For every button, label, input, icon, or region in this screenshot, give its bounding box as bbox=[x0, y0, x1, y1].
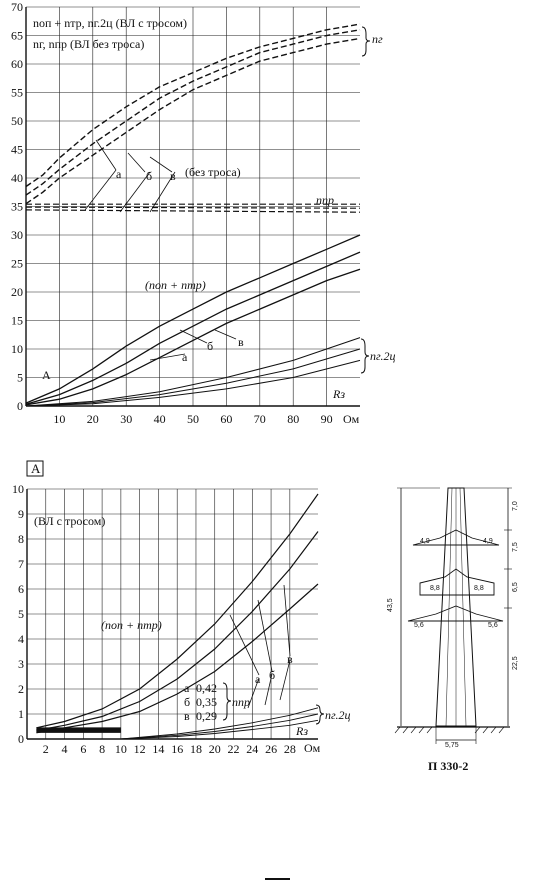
x-tick-label: 10 bbox=[114, 742, 127, 756]
x-tick-label: 20 bbox=[86, 412, 99, 426]
tower-caption: П 330-2 bbox=[428, 759, 469, 773]
chart2-label-npr: nпр bbox=[232, 695, 250, 709]
y-tick-label: 5 bbox=[18, 607, 24, 621]
y-tick-label: 20 bbox=[11, 285, 23, 299]
x-tick-label: 40 bbox=[153, 412, 166, 426]
chart1-label-ng: nг bbox=[372, 32, 383, 46]
chart2-legend-line: (ВЛ с тросом) bbox=[34, 514, 106, 528]
tower-crossarm-3 bbox=[408, 606, 503, 621]
y-tick-label: 1 bbox=[18, 707, 24, 721]
x-tick-label: 30 bbox=[120, 412, 133, 426]
x-tick-label: 18 bbox=[189, 742, 202, 756]
x-tick-label: 50 bbox=[187, 412, 199, 426]
y-tick-label: 15 bbox=[11, 313, 23, 328]
chart2-label-ng2c: nг.2ц bbox=[325, 708, 351, 722]
series-line-n_pr-4 bbox=[26, 207, 360, 208]
leader-line bbox=[150, 157, 172, 172]
x-tick-label: 70 bbox=[253, 412, 266, 426]
chart1-zoom-marker: A bbox=[42, 368, 51, 382]
chart1-axis-symbol: Rз bbox=[333, 387, 346, 401]
chart2-axis-symbol: Rз bbox=[296, 724, 309, 738]
y-tick-label: 5 bbox=[17, 370, 23, 385]
leader-line bbox=[230, 615, 259, 675]
tower-dim-mid1: 7,5 bbox=[512, 542, 519, 552]
x-tick-label: 28 bbox=[283, 742, 296, 756]
chart1-legend-line-1: nоп + nтр, nг.2ц (ВЛ с тросом) bbox=[33, 16, 187, 30]
x-tick-label: 80 bbox=[287, 412, 300, 426]
chart2-npr-value-v: 0,29 bbox=[196, 709, 217, 723]
x-tick-label: 60 bbox=[220, 412, 233, 426]
chart1-x-unit: Ом bbox=[343, 412, 360, 426]
series-line-n_g2c-6 bbox=[121, 708, 318, 739]
x-tick-label: 4 bbox=[61, 742, 68, 756]
ng2c-brace bbox=[361, 339, 369, 373]
tower-arm2-left: 8,8 bbox=[430, 585, 440, 592]
tower-dim-mid2: 6,5 bbox=[512, 582, 519, 592]
y-tick-label: 0 bbox=[17, 399, 23, 413]
y-tick-label: 9 bbox=[18, 507, 24, 521]
y-tick-label: 40 bbox=[11, 171, 23, 185]
tower-ground-hatch bbox=[395, 727, 504, 733]
y-tick-label: 60 bbox=[11, 57, 23, 71]
tower-arm3-left: 5,6 bbox=[414, 622, 424, 629]
y-tick-label: 70 bbox=[11, 0, 23, 14]
chart2-curve-letter-a: а bbox=[255, 672, 261, 686]
y-tick-label: 45 bbox=[11, 142, 23, 157]
chart2-x-unit: Ом bbox=[304, 741, 321, 755]
x-tick-label: 26 bbox=[265, 742, 278, 756]
tower-arm2-right: 8,8 bbox=[474, 585, 484, 592]
y-tick-label: 4 bbox=[18, 632, 24, 646]
tower-dim-base: 5,75 bbox=[445, 742, 459, 749]
leader-line bbox=[128, 153, 145, 172]
x-tick-label: 14 bbox=[152, 742, 165, 756]
x-tick-label: 20 bbox=[208, 742, 221, 756]
y-tick-label: 8 bbox=[18, 532, 24, 546]
x-tick-label: 6 bbox=[80, 742, 87, 756]
leader-line bbox=[284, 585, 290, 656]
y-tick-label: 0 bbox=[18, 732, 24, 746]
chart1-curve-letter-v-lower: в bbox=[238, 335, 244, 349]
chart1-curve-letter-a-lower: а bbox=[182, 350, 188, 364]
x-tick-label: 16 bbox=[171, 742, 184, 756]
y-tick-label: 7 bbox=[18, 557, 24, 571]
x-tick-label: 22 bbox=[227, 742, 240, 756]
chart1-label-nop-ntr: (nоп + nтр) bbox=[145, 278, 206, 292]
tower-dim-low: 22,5 bbox=[512, 656, 519, 670]
y-tick-label: 6 bbox=[18, 582, 24, 596]
chart1-curve-letter-b: б bbox=[146, 169, 153, 183]
tower-shaft-inner-left bbox=[446, 488, 452, 726]
y-tick-label: 35 bbox=[11, 199, 23, 214]
tower-diagram bbox=[387, 488, 519, 773]
chart1-legend-line-2: nг, nпр (ВЛ без троса) bbox=[33, 37, 145, 51]
y-tick-label: 50 bbox=[11, 114, 23, 128]
tower-arm1-left: 4,9 bbox=[420, 538, 430, 545]
y-tick-label: 65 bbox=[11, 28, 23, 43]
x-tick-label: 12 bbox=[133, 742, 146, 756]
leader-line bbox=[96, 140, 116, 170]
tower-dim-total: 43,5 bbox=[387, 598, 394, 612]
chart2-npr-letter-b: б bbox=[184, 695, 191, 709]
chart-top bbox=[11, 0, 370, 426]
chart1-curve-letter-a: а bbox=[116, 167, 122, 181]
ng-brace bbox=[362, 27, 370, 56]
y-tick-label: 10 bbox=[12, 482, 24, 496]
x-tick-label: 2 bbox=[42, 742, 49, 756]
chart1-label-npr: nпр bbox=[316, 193, 334, 207]
x-tick-label: 24 bbox=[246, 742, 259, 756]
chart1-curve-letter-b-lower: б bbox=[207, 339, 214, 353]
x-tick-label: 8 bbox=[99, 742, 106, 756]
chart1-curve-letter-v: в bbox=[170, 169, 176, 183]
chart2-npr-value-a: 0,42 bbox=[196, 681, 217, 695]
chart2-curve-letter-b: б bbox=[269, 668, 276, 682]
chart2-npr-letter-v: в bbox=[184, 709, 190, 723]
tower-arm3-right: 5,6 bbox=[488, 622, 498, 629]
chart1-label-no-wire: (без троса) bbox=[185, 165, 241, 179]
chart2-curve-letter-v: в bbox=[287, 652, 293, 666]
chart2-npr-brace bbox=[223, 683, 231, 720]
x-tick-label: 10 bbox=[53, 412, 66, 426]
tower-dim-top: 7,0 bbox=[512, 501, 519, 511]
y-tick-label: 55 bbox=[11, 85, 23, 100]
chart1-label-ng2c: nг.2ц bbox=[370, 349, 396, 363]
x-tick-label: 90 bbox=[320, 412, 333, 426]
y-tick-label: 2 bbox=[18, 682, 24, 696]
tower-arm1-right: 4,9 bbox=[483, 538, 493, 545]
y-tick-label: 10 bbox=[11, 342, 23, 356]
page-mark bbox=[265, 878, 290, 880]
leader-line bbox=[280, 660, 290, 700]
y-tick-label: 3 bbox=[18, 657, 24, 671]
leader-line bbox=[150, 354, 185, 360]
leader-line bbox=[180, 330, 207, 343]
leader-line bbox=[215, 330, 236, 339]
chart2-npr-letter-a: а bbox=[184, 681, 190, 695]
chart2-npr-value-b: 0,35 bbox=[196, 695, 217, 709]
chart2-box-label: A bbox=[31, 461, 41, 476]
series-line-n_g2c-7 bbox=[121, 714, 318, 739]
chart2-label-nop-ntr: (nоп + nтр) bbox=[101, 618, 162, 632]
y-tick-label: 30 bbox=[11, 228, 23, 242]
tower-shaft-inner-right bbox=[460, 488, 466, 726]
y-tick-label: 25 bbox=[11, 256, 23, 271]
